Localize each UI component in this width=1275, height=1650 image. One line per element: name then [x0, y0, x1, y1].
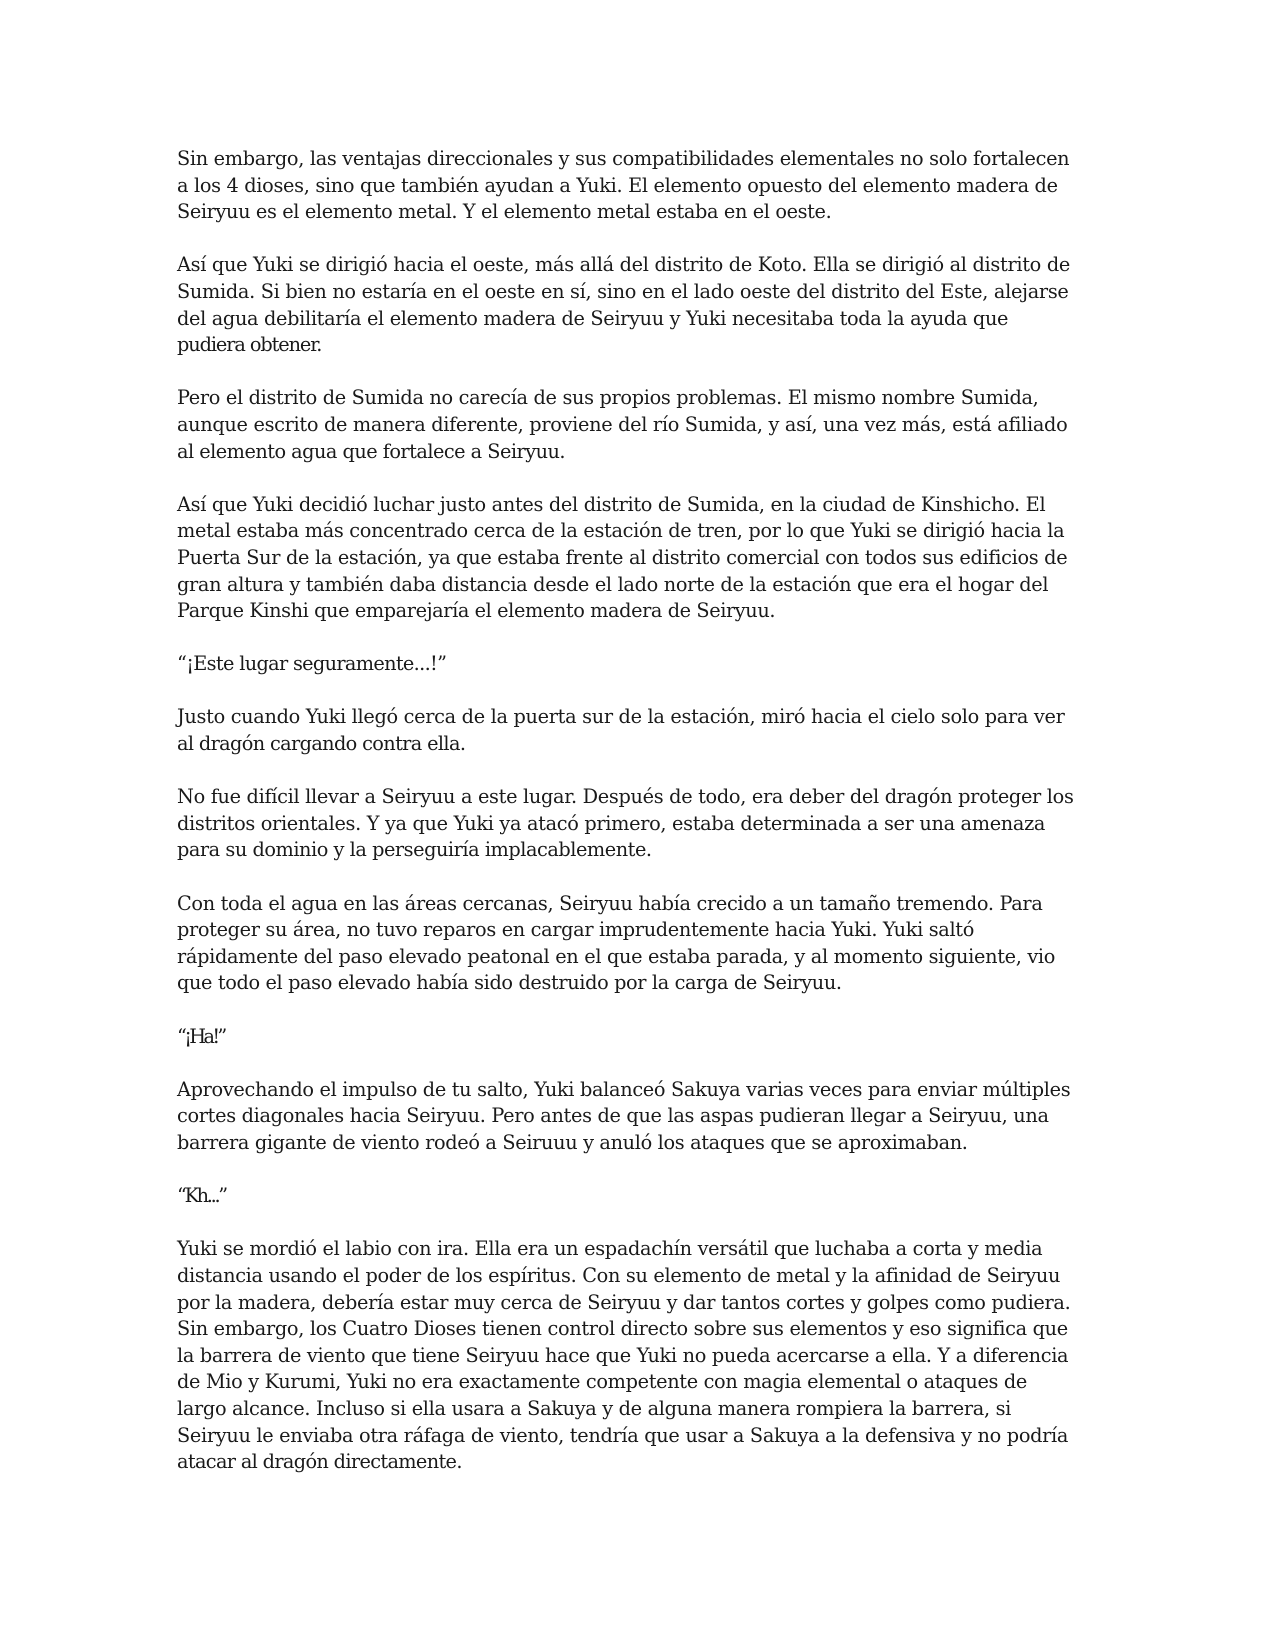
text-line: pudiera obtener. [177, 333, 322, 357]
paragraph [177, 252, 1092, 358]
paragraph [177, 784, 1092, 864]
paragraph [177, 1077, 1092, 1157]
text-line: Parque Kinshi que emparejaría el elemento madera de Seiryuu. [177, 599, 776, 623]
text-line: barrera gigante de viento rodeó a Seiruuu y anuló los ataques que se aproximaban. [177, 1130, 968, 1154]
text-line: que todo el paso elevado había sido destruido por la carga de Seiryuu. [177, 971, 842, 995]
text-line: aunque escrito de manera diferente, proviene del río Sumida, y así, una vez más, está afiliado [177, 412, 1068, 436]
text-line: “¡Ha!” [177, 1024, 225, 1048]
text-line: Seiryuu es el elemento metal. Y el elemento metal estaba en el oeste. [177, 200, 832, 224]
text-line: largo alcance. Incluso si ella usara a Sakuya y de alguna manera rompiera la barrera, si [177, 1396, 1011, 1420]
text-line: Puerta Sur de la estación, ya que estaba frente al distrito comercial con todos sus edificios de [177, 545, 1068, 569]
text-line: Seiryuu le enviaba otra ráfaga de viento, tendría que usar a Sakuya a la defensiva y no podría [177, 1423, 1069, 1447]
paragraph [177, 492, 1092, 625]
text-line: Sin embargo, las ventajas direccionales y sus compatibilidades elementales no solo fortalecen [177, 147, 1070, 170]
text-line: Sin embargo, los Cuatro Dioses tienen control directo sobre sus elementos y eso significa que [177, 1317, 1068, 1341]
text-line: de Mio y Kurumi, Yuki no era exactamente competente con magia elemental o ataques de [177, 1370, 1028, 1394]
paragraph [177, 891, 1092, 997]
document-body [177, 146, 1092, 1502]
text-line: la barrera de viento que tiene Seiryuu hace que Yuki no pueda acercarse a ella. Y a diferencia [177, 1343, 1069, 1367]
text-line: rápidamente del paso elevado peatonal en el que estaba parada, y al momento siguiente, vio [177, 944, 1056, 968]
text-line: Así que Yuki decidió luchar justo antes del distrito de Sumida, en la ciudad de Kinshicho. El [177, 492, 1046, 516]
text-line: por la madera, debería estar muy cerca de Seiryuu y dar tantos cortes y golpes como pudiera. [177, 1290, 1071, 1314]
paragraph [177, 651, 1092, 678]
paragraph [177, 1024, 1092, 1051]
text-line: Pero el distrito de Sumida no carecía de sus propios problemas. El mismo nombre Sumida, [177, 386, 1039, 410]
text-line: Justo cuando Yuki llegó cerca de la puerta sur de la estación, miró hacia el cielo solo para ver [177, 705, 1065, 729]
text-line: Así que Yuki se dirigió hacia el oeste, más allá del distrito de Koto. Ella se dirigió al distrito de [177, 253, 1070, 277]
paragraph [177, 704, 1092, 757]
text-line: cortes diagonales hacia Seiryuu. Pero antes de que las aspas pudieran llegar a Seiryuu, una [177, 1104, 1049, 1128]
text-line: Con toda el agua en las áreas cercanas, Seiryuu había crecido a un tamaño tremendo. Para [177, 891, 1043, 915]
paragraph [177, 1236, 1092, 1475]
text-line: a los 4 dioses, sino que también ayudan a Yuki. El elemento opuesto del elemento madera de [177, 173, 1058, 197]
text-line: No fue difícil llevar a Seiryuu a este lugar. Después de todo, era deber del dragón proteger los [177, 785, 1074, 809]
text-line: atacar al dragón directamente. [177, 1450, 462, 1474]
text-line: “Kh...” [177, 1184, 226, 1208]
text-line: Yuki se mordió el labio con ira. Ella era un espadachín versátil que luchaba a corta y media [177, 1237, 1043, 1261]
text-line: del agua debilitaría el elemento madera de Seiryuu y Yuki necesitaba toda la ayuda que [177, 306, 1009, 330]
text-line: “¡Este lugar seguramente...!” [177, 652, 447, 676]
text-line: para su dominio y la perseguiría implacablemente. [177, 838, 652, 862]
paragraph [177, 385, 1092, 465]
text-line: gran altura y también daba distancia desde el lado norte de la estación que era el hogar del [177, 572, 1049, 596]
text-line: Aprovechando el impulso de tu salto, Yuki balanceó Sakuya varias veces para enviar múltiples [177, 1077, 1071, 1101]
text-line: metal estaba más concentrado cerca de la estación de tren, por lo que Yuki se dirigió hacia la [177, 519, 1065, 543]
text-line: distancia usando el poder de los espíritus. Con su elemento de metal y la afinidad de Seiryuu [177, 1263, 1061, 1287]
paragraph [177, 1183, 1092, 1210]
text-line: proteger su área, no tuvo reparos en cargar imprudentemente hacia Yuki. Yuki saltó [177, 918, 974, 942]
text-line: distritos orientales. Y ya que Yuki ya atacó primero, estaba determinada a ser una amenaza [177, 811, 1046, 835]
paragraph [177, 146, 1092, 226]
text-line: al elemento agua que fortalece a Seiryuu. [177, 439, 566, 463]
text-line: Sumida. Si bien no estaría en el oeste en sí, sino en el lado oeste del distrito del Este, alejarse [177, 279, 1069, 303]
text-line: al dragón cargando contra ella. [177, 732, 466, 756]
